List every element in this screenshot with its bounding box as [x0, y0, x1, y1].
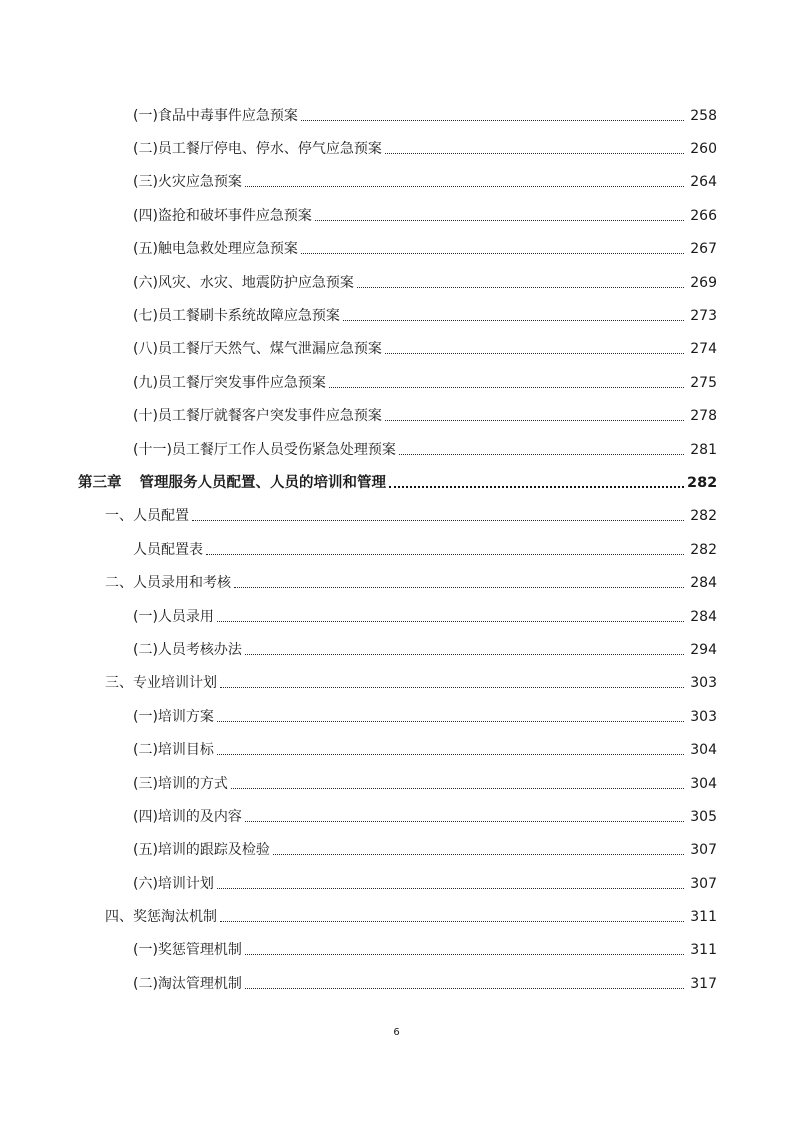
- toc-entry-title: [133, 409, 382, 423]
- toc-entry-text: 三、专业培训计划: [105, 675, 217, 692]
- toc-subsection-entry[interactable]: [0, 934, 793, 967]
- toc-dot-leader: [385, 419, 684, 421]
- toc-entry-title: [133, 610, 214, 624]
- toc-page-number: 281: [690, 441, 717, 458]
- toc-page-number: 307: [690, 842, 717, 859]
- toc-section-entry[interactable]: [0, 500, 793, 533]
- toc-subsection-entry[interactable]: [0, 166, 793, 199]
- toc-page-number: 282: [687, 474, 718, 491]
- toc-entry-title: [105, 509, 189, 523]
- toc-page-number: 273: [690, 308, 717, 325]
- toc-dot-leader: [329, 386, 684, 388]
- toc-entry-text: (八)员工餐厅天然气、煤气泄漏应急预案: [133, 341, 382, 358]
- toc-dot-leader: [206, 553, 684, 555]
- toc-entry-title: [133, 342, 382, 356]
- toc-subsection-entry[interactable]: [0, 834, 793, 867]
- toc-dot-leader: [217, 720, 684, 722]
- toc-section-entry[interactable]: [0, 566, 793, 599]
- toc-entry-text: (七)员工餐刷卡系统故障应急预案: [133, 308, 340, 325]
- toc-dot-leader: [220, 920, 684, 922]
- toc-subsection-entry[interactable]: [0, 733, 793, 766]
- toc-dot-leader: [301, 252, 684, 254]
- toc-dot-leader: [399, 453, 684, 455]
- toc-chapter-entry[interactable]: [0, 466, 793, 499]
- toc-page-number: 311: [690, 942, 717, 959]
- toc-dot-leader: [245, 185, 684, 187]
- page-number: 6: [393, 1027, 400, 1038]
- toc-entry-text: (六)培训计划: [133, 875, 214, 892]
- toc-entry-title: [133, 543, 203, 557]
- toc-entry-text: (三)火灾应急预案: [133, 174, 242, 191]
- toc-page-number: 284: [690, 608, 717, 625]
- toc-entry-title: [133, 977, 242, 991]
- toc-dot-leader: [245, 820, 684, 822]
- toc-entry-title: [105, 576, 231, 590]
- toc-entry-text: (六)风灾、水灾、地震防护应急预案: [133, 274, 354, 291]
- toc-page-number: 303: [690, 675, 717, 692]
- toc-entry-text: (二)人员考核办法: [133, 641, 242, 658]
- toc-dot-leader: [301, 119, 684, 121]
- toc-page-number: 274: [690, 341, 717, 358]
- toc-dot-leader: [220, 686, 684, 688]
- toc-page-number: 278: [690, 408, 717, 425]
- toc-subsection-entry[interactable]: [0, 400, 793, 433]
- toc-subsection-entry[interactable]: [0, 199, 793, 232]
- toc-dot-leader: [245, 987, 684, 989]
- toc-subsection-entry[interactable]: [0, 700, 793, 733]
- toc-dot-leader: [315, 219, 684, 221]
- toc-entry-title: [133, 276, 354, 290]
- toc-subsection-entry[interactable]: [0, 333, 793, 366]
- table-of-contents: [0, 99, 793, 1001]
- toc-page-number: 275: [690, 374, 717, 391]
- toc-dot-leader: [192, 519, 684, 521]
- toc-subsection-entry[interactable]: [0, 299, 793, 332]
- toc-entry-title: [133, 810, 242, 824]
- toc-entry-title: [133, 142, 382, 156]
- toc-page-number: 307: [690, 875, 717, 892]
- toc-subsection-entry[interactable]: [0, 967, 793, 1000]
- toc-entry-title: [133, 777, 228, 791]
- toc-entry-title: [133, 743, 214, 757]
- toc-entry-title: [133, 843, 270, 857]
- toc-entry-title: [133, 209, 312, 223]
- toc-entry-text: 人员配置表: [133, 541, 203, 558]
- toc-entry-text: (五)培训的跟踪及检验: [133, 842, 270, 859]
- toc-subsection-entry[interactable]: [0, 132, 793, 165]
- toc-entry-text: (一)奖惩管理机制: [133, 942, 242, 959]
- toc-page-number: 266: [690, 207, 717, 224]
- toc-subsection-entry[interactable]: [0, 433, 793, 466]
- toc-entry-title: [133, 443, 396, 457]
- toc-entry-title: [133, 175, 242, 189]
- toc-entry-title: [133, 376, 326, 390]
- toc-entry-title: [133, 309, 340, 323]
- toc-dot-leader: [385, 352, 684, 354]
- toc-entry-text: (一)食品中毒事件应急预案: [133, 107, 298, 124]
- toc-entry-text: (二)员工餐厅停电、停水、停气应急预案: [133, 141, 382, 158]
- toc-page-number: 264: [690, 174, 717, 191]
- toc-page-number: 305: [690, 808, 717, 825]
- toc-page-number: 282: [690, 508, 717, 525]
- toc-entry-text: 一、人员配置: [105, 508, 189, 525]
- toc-entry-title: [105, 676, 217, 690]
- toc-dot-leader: [385, 152, 684, 154]
- toc-page-number: 284: [690, 575, 717, 592]
- toc-subsection-entry[interactable]: [0, 266, 793, 299]
- toc-entry-title: [133, 943, 242, 957]
- toc-dot-leader: [217, 753, 684, 755]
- toc-dot-leader: [245, 653, 684, 655]
- toc-dot-leader: [357, 286, 684, 288]
- toc-dot-leader: [389, 485, 684, 488]
- toc-entry-title: [133, 109, 298, 123]
- toc-entry-text: (一)人员录用: [133, 608, 214, 625]
- toc-subsection-entry[interactable]: [0, 800, 793, 833]
- toc-entry-title: [133, 242, 298, 256]
- toc-entry-text: (四)培训的及内容: [133, 808, 242, 825]
- toc-entry-title: [78, 476, 386, 491]
- toc-page-number: 311: [690, 909, 717, 926]
- toc-subsection-entry[interactable]: [0, 533, 793, 566]
- toc-page-number: 282: [690, 541, 717, 558]
- toc-entry-text: (二)培训目标: [133, 742, 214, 759]
- toc-page-number: 258: [690, 107, 717, 124]
- toc-page-number: 260: [690, 141, 717, 158]
- toc-entry-text: (十)员工餐厅就餐客户突发事件应急预案: [133, 408, 382, 425]
- toc-dot-leader: [231, 787, 684, 789]
- toc-subsection-entry[interactable]: [0, 99, 793, 132]
- toc-entry-title: [133, 643, 242, 657]
- toc-entry-title: [133, 710, 214, 724]
- toc-section-entry[interactable]: [0, 667, 793, 700]
- toc-dot-leader: [217, 620, 684, 622]
- toc-dot-leader: [217, 887, 684, 889]
- toc-entry-text: (一)培训方案: [133, 708, 214, 725]
- toc-subsection-entry[interactable]: [0, 600, 793, 633]
- toc-page-number: 304: [690, 742, 717, 759]
- toc-subsection-entry[interactable]: [0, 233, 793, 266]
- toc-entry-title: [105, 910, 217, 924]
- toc-page-number: 303: [690, 708, 717, 725]
- toc-page-number: 304: [690, 775, 717, 792]
- toc-dot-leader: [234, 586, 684, 588]
- toc-entry-title: [133, 877, 214, 891]
- toc-dot-leader: [245, 953, 684, 955]
- toc-subsection-entry[interactable]: [0, 767, 793, 800]
- toc-subsection-entry[interactable]: [0, 366, 793, 399]
- toc-subsection-entry[interactable]: [0, 867, 793, 900]
- toc-page-number: 269: [690, 274, 717, 291]
- toc-entry-text: (十一)员工餐厅工作人员受伤紧急处理预案: [133, 441, 396, 458]
- toc-page-number: 267: [690, 241, 717, 258]
- toc-entry-text: 管理服务人员配置、人员的培训和管理: [139, 474, 386, 491]
- toc-section-entry[interactable]: [0, 900, 793, 933]
- toc-dot-leader: [273, 853, 684, 855]
- toc-entry-text: 四、奖惩淘汰机制: [105, 909, 217, 926]
- toc-entry-text: (四)盗抢和破坏事件应急预案: [133, 207, 312, 224]
- toc-page-number: 294: [690, 641, 717, 658]
- toc-dot-leader: [343, 319, 684, 321]
- toc-entry-text: (九)员工餐厅突发事件应急预案: [133, 374, 326, 391]
- toc-entry-text: (五)触电急救处理应急预案: [133, 241, 298, 258]
- toc-chapter-label: 第三章: [78, 474, 122, 491]
- toc-subsection-entry[interactable]: [0, 633, 793, 666]
- toc-entry-text: 二、人员录用和考核: [105, 575, 231, 592]
- toc-entry-text: (三)培训的方式: [133, 775, 228, 792]
- toc-page-number: 317: [690, 975, 717, 992]
- toc-entry-text: (二)淘汰管理机制: [133, 975, 242, 992]
